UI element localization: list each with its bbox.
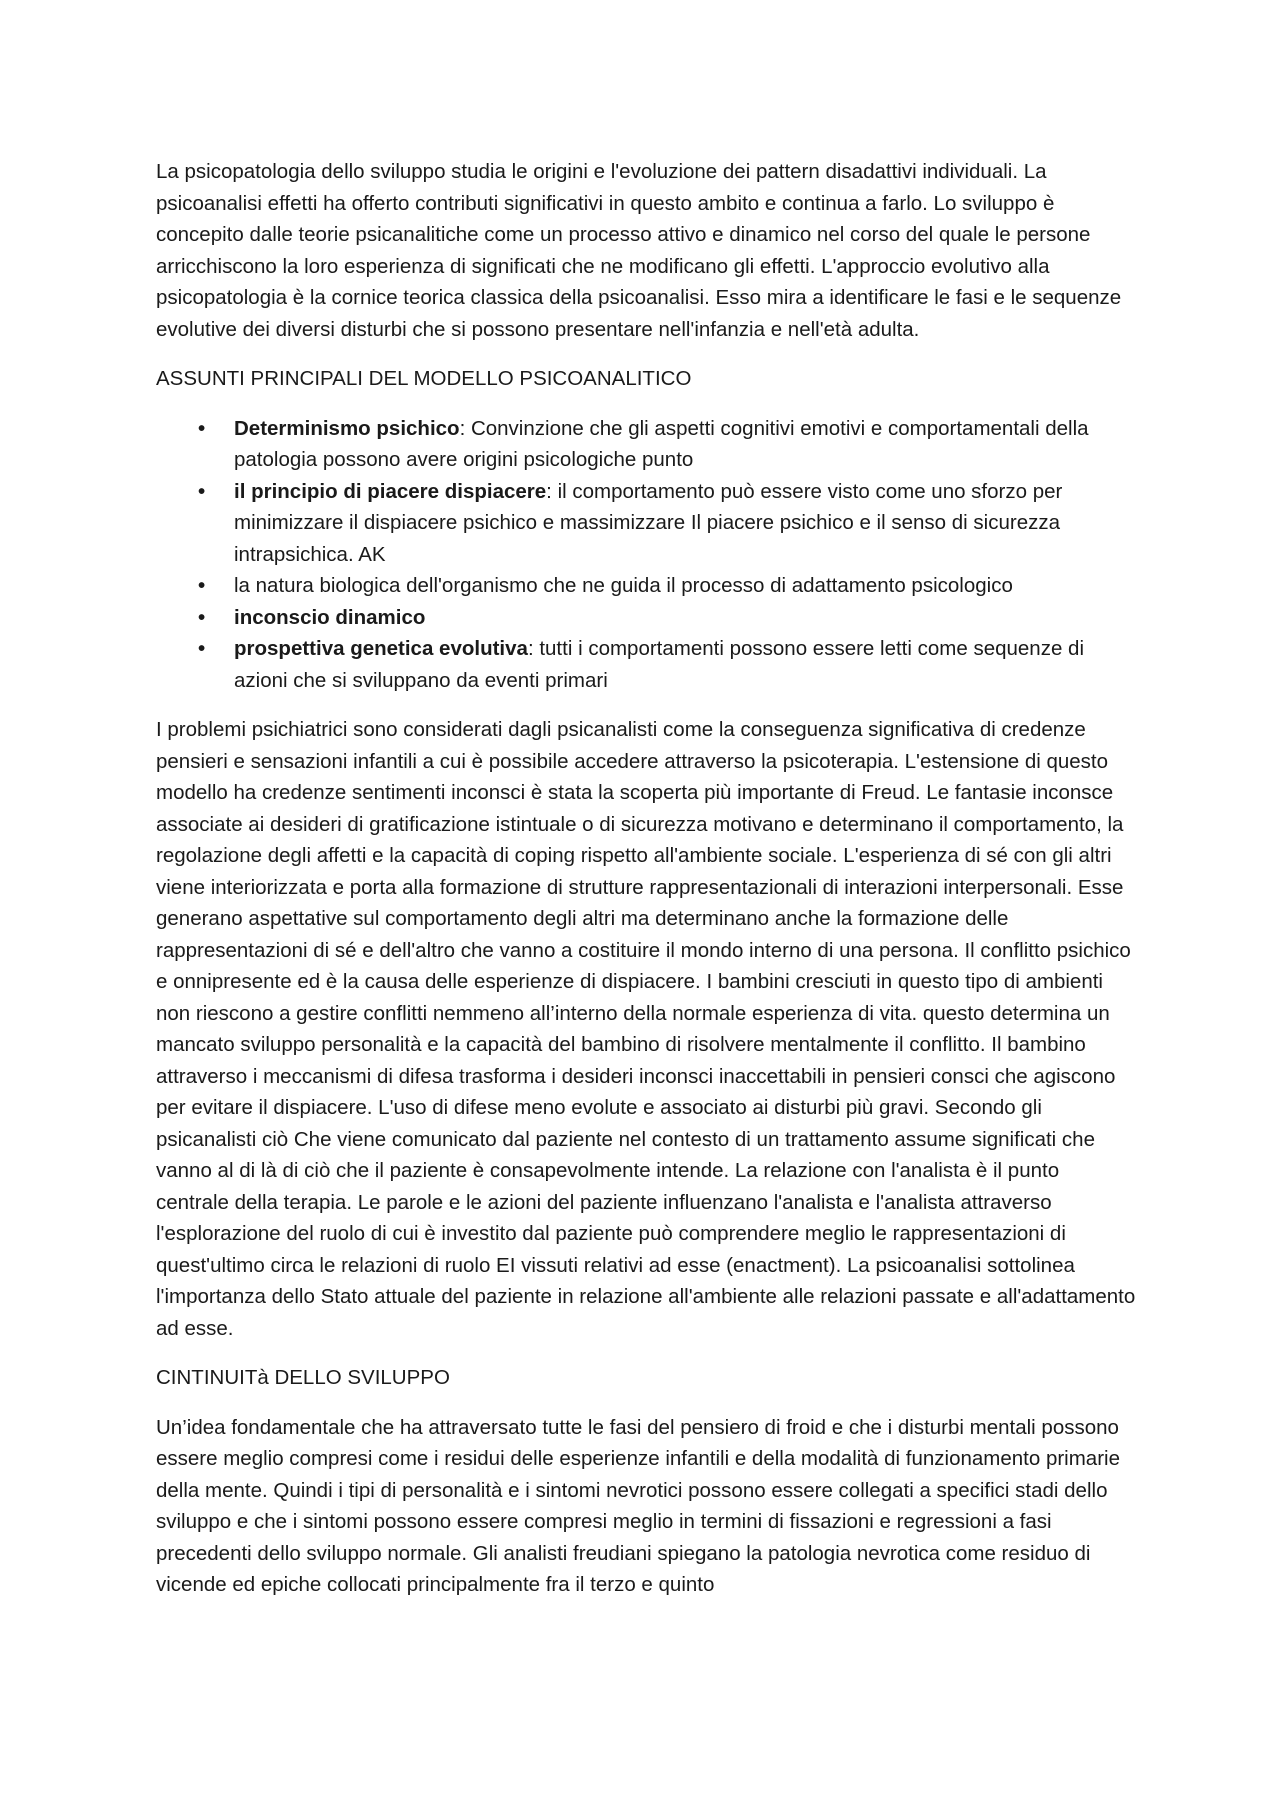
bullet-icon: • bbox=[198, 637, 206, 660]
section-heading-continuita: CINTINUITà DELLO SVILUPPO bbox=[156, 1366, 450, 1389]
bullet-icon: • bbox=[198, 574, 206, 597]
list-item bbox=[156, 633, 1136, 696]
list-item bbox=[156, 602, 1136, 634]
list-item bbox=[156, 413, 1136, 476]
list-item-term: Determinismo psichico bbox=[234, 416, 460, 440]
intro-paragraph: La psicopatologia dello sviluppo studia le origini e l'evoluzione dei pattern disadattivi individuali. La psicoanalisi effetti ha offerto contributi significativi in questo ambito e continua a farlo. Lo sviluppo è concepito dalle teorie psicanalitiche come un processo attivo e dinamico nel corso del quale le persone arricchiscono la loro esperienza di significati che ne modificano gli effetti. L'approccio evolutivo alla psicopatologia è la cornice teorica classica della psicoanalisi. Esso mira a identificare le fasi e le sequenze evolutive dei diversi disturbi che si possono presentare nell'infanzia e nell'età adulta. bbox=[156, 160, 1122, 341]
continuity-paragraph: Un’idea fondamentale che ha attraversato tutte le fasi del pensiero di froid e che i disturbi mentali possono essere meglio compresi come i residui delle esperienze infantili e della modalità di funzionamento primarie della mente. Quindi i tipi di personalità e i sintomi nevrotici possono essere collegati a specifici stadi dello sviluppo e che i sintomi possono essere compresi meglio in termini di fissazioni e regressioni a fasi precedenti dello sviluppo normale. Gli analisti freudiani spiegano la patologia nevrotica come residuo di vicende ed epiche collocati principalmente fra il terzo e quinto bbox=[156, 1415, 1120, 1596]
principles-list bbox=[156, 413, 1136, 697]
bullet-icon: • bbox=[198, 416, 206, 440]
list-item bbox=[156, 476, 1136, 571]
list-item-term: inconscio dinamico bbox=[234, 605, 426, 629]
list-item-term: il principio di piacere dispiacere bbox=[234, 479, 547, 503]
list-item-text: : Convinzione che gli aspetti cognitivi emotivi e comportamentali della patologia possono avere origini psicologiche punto bbox=[234, 416, 1089, 471]
list-item-term: prospettiva genetica evolutiva bbox=[234, 637, 528, 660]
document-page bbox=[156, 156, 1136, 1619]
bullet-icon: • bbox=[198, 479, 206, 503]
bullet-icon: • bbox=[198, 605, 206, 629]
list-item bbox=[156, 570, 1136, 602]
section-heading-assunti: ASSUNTI PRINCIPALI DEL MODELLO PSICOANALITICO bbox=[156, 367, 692, 390]
list-item-text: la natura biologica dell'organismo che ne guida il processo di adattamento psicologico bbox=[234, 574, 1013, 597]
list-item-text: : tutti i comportamenti possono essere letti come sequenze di azioni che si sviluppano da eventi primari bbox=[234, 637, 1084, 692]
list-item-text: : il comportamento può essere visto come uno sforzo per minimizzare il dispiacere psichico e massimizzare Il piacere psichico e il senso di sicurezza intrapsichica. AK bbox=[234, 479, 1063, 566]
main-paragraph: I problemi psichiatrici sono considerati dagli psicanalisti come la conseguenza significativa di credenze pensieri e sensazioni infantili a cui è possibile accedere attraverso la psicoterapia. L'estensione di questo modello ha credenze sentimenti inconsci è stata la scoperta più importante di Freud. Le fantasie inconsce associate ai desideri di gratificazione istintuale o di sicurezza motivano e determinano il comportamento, la regolazione degli affetti e la capacità di coping rispetto all'ambiente sociale. L'esperienza di sé con gli altri viene interiorizzata e porta alla formazione di strutture rappresentazionali di interazioni interpersonali. Esse generano aspettative sul comportamento degli altri ma determinano anche la formazione delle rappresentazioni di sé e dell'altro che vanno a costituire il mondo interno di una persona. Il conflitto psichico e onnipresente ed è la causa delle esperienze di dispiacere. I bambini cresciuti in questo tipo di ambienti non riescono a gestire conflitti nemmeno all’interno della normale esperienza di vita. questo determina un mancato sviluppo personalità e la capacità del bambino di risolvere mentalmente il conflitto. Il bambino attraverso i meccanismi di difesa trasforma i desideri inconsci inaccettabili in pensieri consci che agiscono per evitare il dispiacere. L'uso di difese meno evolute e associato ai disturbi più gravi. Secondo gli psicanalisti ciò Che viene comunicato dal paziente nel contesto di un trattamento assume significati che vanno al di là di ciò che il paziente è consapevolmente intende. La relazione con l'analista è il punto centrale della terapia. Le parole e le azioni del paziente influenzano l'analista e l'analista attraverso l'esplorazione del ruolo di cui è investito dal paziente può comprendere meglio le rappresentazioni di quest'ultimo circa le relazioni di ruolo EI vissuti relativi ad esse (enactment). La psicoanalisi sottolinea l'importanza dello Stato attuale del paziente in relazione all'ambiente alle relazioni passate e all'adattamento ad esse. bbox=[156, 718, 1136, 1340]
